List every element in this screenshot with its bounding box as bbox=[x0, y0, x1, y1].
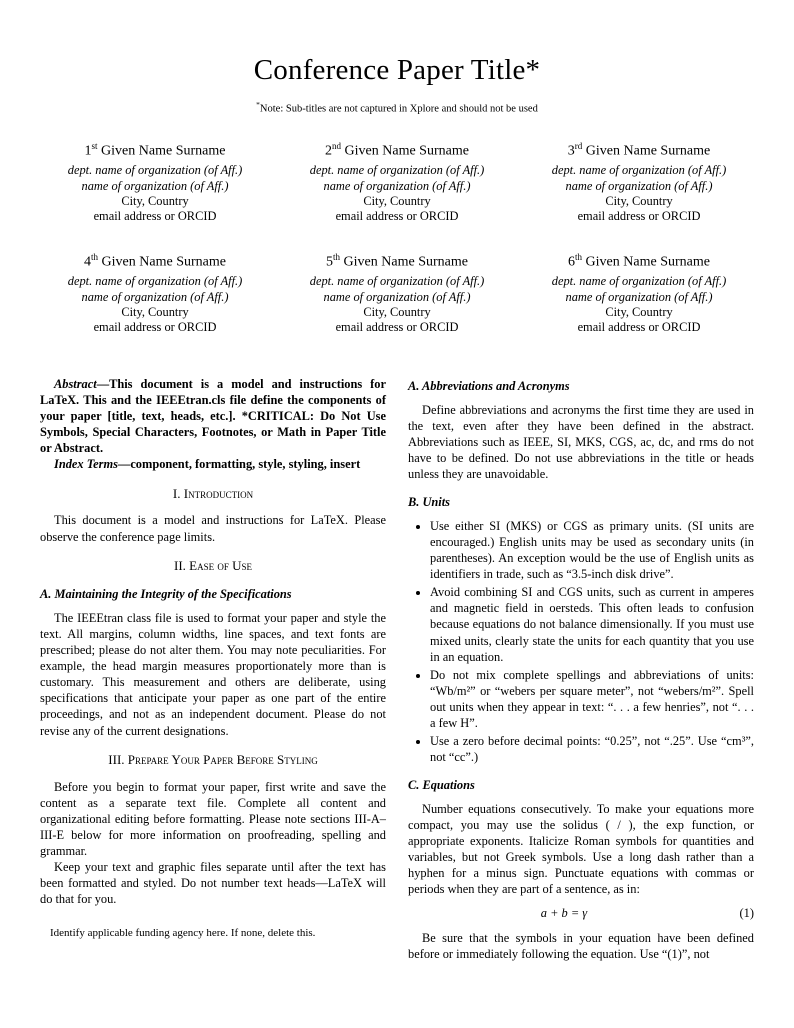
author-block-6 bbox=[524, 252, 754, 336]
author-org: name of organization (of Aff.) bbox=[565, 178, 713, 193]
equation-row bbox=[408, 905, 754, 921]
author-dept: dept. name of organization (of Aff.) bbox=[67, 274, 243, 289]
integrity-text: The IEEEtran class file is used to format your paper and style the text. All margins, column widths, line spaces, and text fonts are prescribed; please do not alter them. You may note peculiarities. For example, the head margin measures proportionately more than is customary. This measurement and others are deliberate, using specifications that anticipate your paper as one part of the entire proceedings, and not as an independent document. Please do not revise any of the current designations. bbox=[40, 610, 386, 738]
subtitle-note-marker: * bbox=[256, 100, 260, 109]
paper-title: Conference Paper Title* bbox=[253, 54, 541, 86]
after-equation-text: Be sure that the symbols in your equation have been defined before or immediately following the equation. Use “(1)”, not bbox=[408, 930, 754, 961]
subtitle-note bbox=[40, 100, 754, 115]
abstract-text: —This document is a model and instructions for LaTeX. This and the IEEEtran.cls file define the components of your paper [title, text, heads, etc.]. *CRITICAL: Do Not Use Symbols, Special Characters, Footnotes, or Math in Paper Title or Abstract. bbox=[40, 376, 386, 456]
index-terms-lead: Index Terms bbox=[54, 457, 118, 472]
author-org: name of organization (of Aff.) bbox=[565, 289, 713, 304]
author-dept: dept. name of organization (of Aff.) bbox=[551, 163, 727, 178]
author-org: name of organization (of Aff.) bbox=[323, 289, 471, 304]
units-bullet-list bbox=[408, 518, 754, 766]
subsection-heading-integrity: A. Maintaining the Integrity of the Specifications bbox=[40, 586, 292, 601]
author-dept: dept. name of organization (of Aff.) bbox=[67, 163, 243, 178]
introduction-text: This document is a model and instructions for LaTeX. Please observe the conference page limits. bbox=[40, 513, 386, 544]
abstract-paragraph bbox=[40, 376, 386, 457]
units-bullet-3: • Do not mix complete spellings and abbreviations of units: “Wb/m²” or “webers per square meter”, not “webers/m²”. Spell out units when they appear in text: “. . . a few henries”, not “. . . a few H”. bbox=[430, 667, 754, 732]
author-city: City, Country bbox=[605, 305, 673, 320]
units-bullet-4: • Use a zero before decimal points: “0.25”, not “.25”. Use “cm³”, not “cc”.) bbox=[430, 733, 754, 765]
units-bullet-2: • Avoid combining SI and CGS units, such as current in amperes and magnetic field in oersteds. This often leads to confusion because equations do not balance dimensionally. If you must use mixed units, clearly state the units for each quantity that you use in an equation. bbox=[430, 584, 754, 665]
author-email: email address or ORCID bbox=[577, 320, 701, 335]
subtitle-note-text: Note: Sub-titles are not captured in Xplore and should not be used bbox=[259, 103, 538, 115]
author-name: 2nd Given Name Surname bbox=[325, 140, 469, 159]
subsection-heading-equations: C. Equations bbox=[408, 777, 475, 792]
author-email: email address or ORCID bbox=[93, 320, 217, 335]
author-block-2 bbox=[282, 141, 512, 225]
section-heading-ease-of-use: II. Ease of Use bbox=[174, 557, 252, 573]
author-name: 3rd Given Name Surname bbox=[567, 140, 711, 159]
index-terms-text: —component, formatting, style, styling, insert bbox=[117, 457, 361, 472]
section-heading-prepare: III. Prepare Your Paper Before Styling bbox=[108, 751, 318, 767]
author-block-1 bbox=[40, 141, 270, 225]
author-dept: dept. name of organization (of Aff.) bbox=[309, 163, 485, 178]
author-city: City, Country bbox=[121, 305, 189, 320]
index-terms-paragraph bbox=[40, 456, 386, 472]
left-column bbox=[40, 376, 386, 962]
author-org: name of organization (of Aff.) bbox=[323, 178, 471, 193]
abstract-lead: Abstract bbox=[54, 376, 97, 391]
author-name: 4th Given Name Surname bbox=[84, 251, 226, 270]
units-bullet-1: • Use either SI (MKS) or CGS as primary units. (SI units are encouraged.) English units may be used as secondary units (in parentheses). An exception would be the use of English units as identifiers in trade, such as “3.5-inch disk drive”. bbox=[430, 518, 754, 583]
author-dept: dept. name of organization (of Aff.) bbox=[551, 274, 727, 289]
author-name: 1st Given Name Surname bbox=[84, 140, 226, 159]
funding-footnote: Identify applicable funding agency here. If none, delete this. bbox=[50, 926, 316, 939]
prepare-paragraph-2: Keep your text and graphic files separate until after the text has been formatted and styled. Do not number text heads—LaTeX will do that for you. bbox=[40, 860, 386, 907]
author-block-3 bbox=[524, 141, 754, 225]
author-email: email address or ORCID bbox=[335, 320, 459, 335]
abbreviations-text: Define abbreviations and acronyms the first time they are used in the text, even after they have been defined in the abstract. Abbreviations such as IEEE, SI, MKS, CGS, ac, dc, and rms do not have to be defined. Do not use abbreviations in the title or heads unless they are unavoidable. bbox=[408, 402, 754, 482]
author-name: 5th Given Name Surname bbox=[326, 251, 468, 270]
subsection-heading-units: B. Units bbox=[408, 494, 451, 509]
author-city: City, Country bbox=[363, 305, 431, 320]
author-email: email address or ORCID bbox=[335, 209, 459, 224]
author-org: name of organization (of Aff.) bbox=[81, 289, 229, 304]
equations-text: Number equations consecutively. To make your equations more compact, you may use the solidus ( / ), the exp function, or appropriate exponents. Italicize Roman symbols for quantities and variables, but not Greek symbols. Use a long dash rather than a hyphen for a minus sign. Punctuate equations with commas or periods when they are part of a sentence, as in: bbox=[408, 801, 754, 897]
equation-body: a + b = γ bbox=[540, 906, 588, 921]
author-block-4 bbox=[40, 252, 270, 336]
author-email: email address or ORCID bbox=[93, 209, 217, 224]
prepare-paragraph-1: Before you begin to format your paper, first write and save the content as a separate text file. Complete all content and organizational editing before formatting. Please note sections III-A–III-E below for more information on proofreading, spelling and grammar. bbox=[40, 779, 386, 859]
equation-number: (1) bbox=[739, 906, 754, 921]
author-dept: dept. name of organization (of Aff.) bbox=[309, 274, 485, 289]
author-city: City, Country bbox=[363, 193, 431, 208]
author-email: email address or ORCID bbox=[577, 209, 701, 224]
author-city: City, Country bbox=[605, 193, 673, 208]
right-column bbox=[408, 376, 754, 962]
subsection-heading-abbreviations: A. Abbreviations and Acronyms bbox=[408, 378, 570, 393]
author-city: City, Country bbox=[121, 193, 189, 208]
body-columns bbox=[40, 376, 754, 962]
author-name: 6th Given Name Surname bbox=[568, 251, 710, 270]
authors-grid bbox=[40, 141, 754, 336]
section-heading-introduction: I. Introduction bbox=[172, 485, 254, 501]
author-block-5 bbox=[282, 252, 512, 336]
author-org: name of organization (of Aff.) bbox=[81, 178, 229, 193]
